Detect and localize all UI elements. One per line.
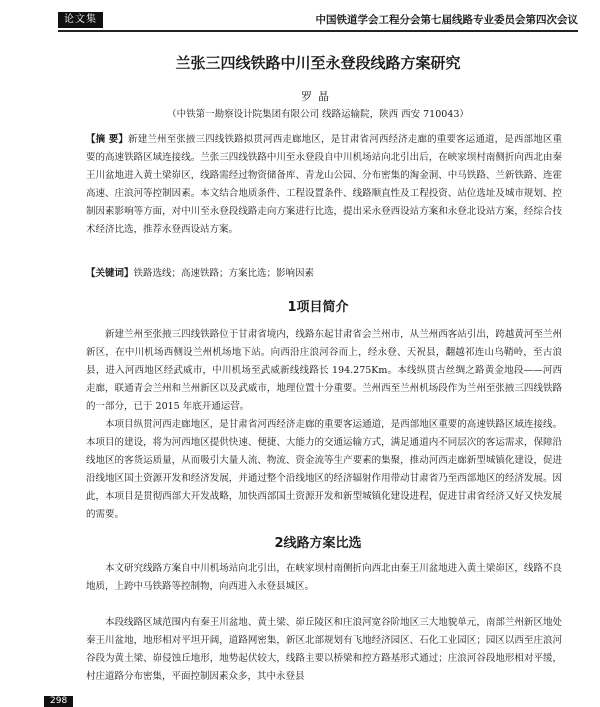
author-affiliation: （中铁第一勘察设计院集团有限公司 线路运输院，陕西 西安 710043）: [167, 109, 469, 120]
section-1-paragraph: 本项目纵贯河西走廊地区，是甘肃省河西经济走廊的重要客运通道，是西部地区重要的高速铁路区域连接线。本项目的建设，将为河西地区提供快速、便捷、大能力的交通运输方式，满足通道内不同层次的客运需求，保障沿线地区的客货运质量，从而吸引大量人流、物流、资金流等生产要素的集聚，推动河西走廊新型城镇化建设，促进沿线地区国土资源开发和经济发展，并通过整个沿线地区的经济辐射作用带动甘肃省乃至西部地区的经济发展。因此，本项目是贯彻西部大开发战略，加快西部国土资源开发和新型城镇化建设进程，促进甘肃省经济又好又快发展的需要。: [86, 419, 562, 520]
running-head: 中国铁道学会工程分会第七届线路专业委员会第四次会议: [315, 14, 578, 26]
section-2-paragraph: 本段线路区域范围内有秦王川盆地、黄土梁、峁丘陵区和庄浪河宽谷阶地区三大地貌单元，南部兰州新区地处秦王川盆地，地形相对平坦开阔，道路网密集，新区北部规划有飞地经济园区、石化工业园区；园区以西至庄浪河谷段为黄土梁、峁侵蚀丘地形，地势起伏较大，线路主要以桥梁和控方路基形式通过；庄浪河谷段地形相对平缓，村庄道路分布密集，平面控制因素众多，其中永登县: [86, 617, 562, 682]
section-heading-2: 2线路方案比选: [274, 536, 362, 551]
author-name: 罗晶: [301, 90, 335, 103]
keywords-text: 铁路选线；高速铁路；方案比选；影响因素: [133, 268, 315, 279]
section-tag: 论文集: [58, 12, 103, 28]
keywords: [86, 265, 562, 283]
paper-title: 兰张三四线铁路中川至永登段线路方案研究: [175, 54, 461, 72]
section-2-paragraph: 本文研究线路方案自中川机场站向北引出，在峡家坝村南侧折向西北由秦王川盆地进入黄土梁峁区，线路不良地质，上跨中马铁路等控制物，向西进入永登县城区。: [86, 563, 562, 592]
keywords-label: 【关键词】: [86, 268, 134, 279]
page-header: [58, 12, 578, 32]
page-number: 298: [44, 696, 73, 707]
section-1-paragraph: 新建兰州至张掖三四线铁路位于甘肃省境内，线路东起甘肃省会兰州市，从兰州西客站引出，跨越黄河至兰州新区，在中川机场西侧设兰州机场地下站。向西沿庄浪河谷而上，经永登、天祝县，翻越祁连山乌鞘岭，至古浪县，进入河西地区经武威市，中川机场至武威新线线路长 194.275Km。本线纵贯古丝绸之路黄金地段——河西走廊，联通青会兰州和兰州新区以及武威市，地理位置十分重要。兰州西至兰州机场段作为兰州至张掖三四线铁路的一部分，已于 2015 年底开通运营。: [86, 329, 562, 412]
abstract-text: 新建兰州至张掖三四线铁路拟贯河西走廊地区，是甘肃省河西经济走廊的重要客运通道，是西部地区重要的高速铁路区域连接线。兰张三四线铁路中川至永登段自中川机场站向北引出后，在峡家坝村南侧折向西北由秦王川盆地进入黄土梁峁区，线路需经过物资储备库、青龙山公园、分布密集的淘金洞、中马铁路、兰新铁路、连霍高速、庄浪河等控制因素。本文结合地质条件、工程设置条件、线路顺直性及工程投资、站位选址及城市规划、控制因素影响等方面，对中川至永登段线路走向方案进行比选，提出采永登西设站方案和永登北设站方案，经综合技术经济比选，推荐永登西设站方案。: [86, 134, 562, 235]
section-heading-1: 1项目简介: [287, 300, 349, 315]
abstract-label: 【摘 要】: [86, 134, 129, 145]
abstract: [86, 131, 562, 239]
